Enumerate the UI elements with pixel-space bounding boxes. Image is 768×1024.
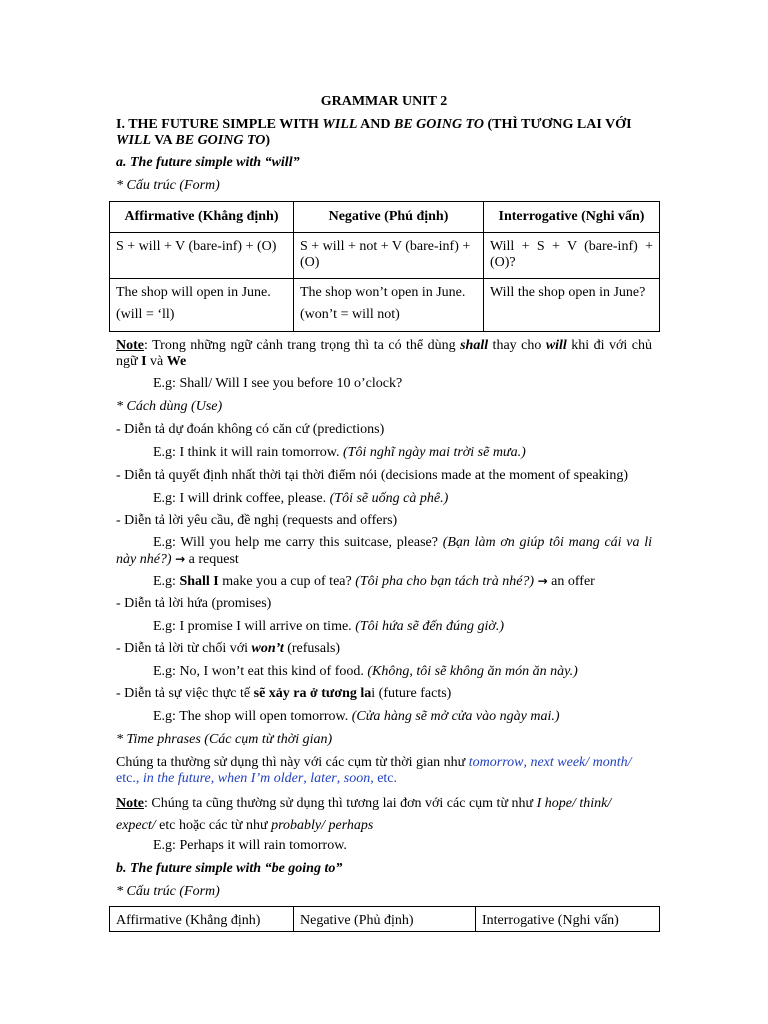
form-label: * Cấu trúc (Form) — [116, 178, 220, 193]
note-label: Note — [116, 796, 144, 811]
table-cell — [110, 279, 294, 332]
example-text: E.g: The shop will open tomorrow. — [153, 709, 352, 724]
note-text: : Chúng ta cũng thường sử dụng thì tương lai đơn với các cụm từ như — [144, 796, 537, 811]
form-table-be-going-to — [109, 906, 660, 932]
example-translation: (Không, tôi sẽ không ăn món ăn này.) — [367, 664, 578, 679]
note-label: Note — [116, 338, 144, 353]
table-cell: Will + S + V (bare-inf) + (O)? — [484, 233, 660, 279]
form-label-b: * Cấu trúc (Form) — [116, 884, 220, 899]
time-phrase: tomorrow — [468, 755, 524, 770]
table-header-negative: Negative (Phủ định) — [294, 907, 476, 932]
use-text: i (future facts) — [371, 686, 452, 701]
time-phrases-paragraph — [116, 755, 656, 787]
use-promises: - Diễn tả lời hứa (promises) — [116, 596, 272, 611]
example-label: an offer — [547, 574, 595, 589]
use-predictions: - Diễn tả dự đoán không có căn cứ (predictions) — [116, 422, 385, 437]
example-translation: (Cửa hàng sẽ mở cửa vào ngày mai.) — [351, 709, 560, 724]
use-text: won’t — [251, 641, 284, 656]
example-translation: (Tôi hứa sẽ đến đúng giờ.) — [355, 619, 505, 634]
use-text: - Diễn tả sự việc thực tế — [116, 686, 254, 701]
example-text: make you a cup of tea? — [218, 574, 356, 589]
example-sentence: The shop won’t open in June. — [300, 285, 466, 300]
example-text: E.g: I will drink coffee, please. — [153, 491, 330, 506]
note-text: shall — [460, 338, 489, 353]
section-heading-1 — [116, 117, 652, 149]
subsection-b-heading: b. The future simple with “be going to” — [116, 861, 343, 876]
table-header-affirmative: Affirmative (Khẳng định) — [110, 202, 294, 233]
use-text: - Diễn tả lời từ chối với — [116, 641, 252, 656]
example-label: a request — [185, 552, 239, 567]
heading-text: BE GOING TO — [393, 117, 484, 132]
heading-text: BE GOING TO — [175, 133, 266, 148]
paragraph-text: , — [336, 771, 344, 786]
use-decisions: - Diễn tả quyết định nhất thời tại thời điểm nói (decisions made at the moment of speaking) — [116, 468, 629, 483]
example-translation: (Tôi sẽ uống cà phê.) — [329, 491, 449, 506]
page-title: GRAMMAR UNIT 2 — [320, 94, 448, 109]
note-text: khi đi với chủ ngữ — [116, 338, 652, 369]
table-header-negative: Negative (Phú định) — [294, 202, 484, 233]
use-future-facts — [116, 686, 451, 702]
note-text: : Trong những ngữ cảnh trang trọng thì ta có thể dùng — [144, 338, 461, 353]
heading-text: VA — [151, 133, 176, 148]
note-text: expect/ — [116, 818, 156, 833]
note-hope-think — [116, 793, 656, 837]
use-text: (refusals) — [283, 641, 341, 656]
note-text: và — [146, 354, 167, 369]
form-table-will — [109, 201, 660, 332]
table-cell: S + will + V (bare-inf) + (O) — [110, 233, 294, 279]
heading-text: I. THE FUTURE SIMPLE WITH — [116, 117, 323, 132]
arrow-right-icon: → — [537, 574, 548, 588]
example-request — [116, 535, 652, 568]
table-cell: S + will + not + V (bare-inf) + (O) — [294, 233, 484, 279]
arrow-right-icon: → — [175, 552, 186, 566]
use-label: * Cách dùng (Use) — [116, 399, 223, 414]
example-refusals — [153, 664, 578, 680]
note-text: I — [141, 354, 147, 369]
table-header-interrogative: Interrogative (Nghi vấn) — [476, 907, 660, 932]
example-predictions — [153, 445, 526, 461]
paragraph-text: , — [303, 771, 311, 786]
time-phrases-label: * Time phrases (Các cụm từ thời gian) — [116, 732, 333, 747]
time-phrase: soon — [343, 771, 371, 786]
use-requests-offers: - Diễn tả lời yêu cầu, đề nghị (requests and offers) — [116, 513, 398, 528]
note-text: probably/ perhaps — [271, 818, 374, 833]
use-refusals — [116, 641, 340, 657]
heading-text: (THÌ TƯƠNG LAI VỚI — [483, 117, 632, 132]
example-offer — [153, 573, 595, 590]
time-phrase: when I’m older — [217, 771, 304, 786]
example-text: E.g: — [153, 574, 180, 589]
example-promises — [153, 619, 504, 635]
time-phrase: next week/ month/ — [530, 755, 632, 770]
example-sentence: Will the shop open in June? — [490, 285, 646, 300]
table-header-interrogative: Interrogative (Nghi vấn) — [484, 202, 660, 233]
heading-text: ) — [265, 133, 271, 148]
heading-text: AND — [357, 117, 394, 132]
table-cell — [294, 279, 484, 332]
note-shall — [116, 338, 652, 370]
time-phrase: etc. — [116, 771, 136, 786]
table-cell — [484, 279, 660, 332]
paragraph-text: , etc. — [370, 771, 398, 786]
time-phrase: later — [310, 771, 337, 786]
example-future-facts — [153, 709, 560, 725]
example-translation: (Tôi pha cho bạn tách trà nhé?) — [355, 574, 535, 589]
contraction-note: (will = ‘ll) — [116, 307, 175, 322]
heading-text: WILL — [116, 133, 151, 148]
example-text: E.g: Will you help me carry this suitcase, please? — [153, 535, 443, 550]
paragraph-text: , — [523, 755, 531, 770]
note-text: will — [545, 338, 567, 353]
paragraph-text: Chúng ta thường sử dụng thì này với các cụm từ thời gian như — [116, 755, 469, 770]
example-perhaps: E.g: Perhaps it will rain tomorrow. — [153, 838, 347, 853]
note-text: We — [166, 354, 187, 369]
example-text: Shall I — [179, 574, 219, 589]
paragraph-text: , — [210, 771, 218, 786]
example-text: E.g: I promise I will arrive on time. — [153, 619, 356, 634]
heading-text: WILL — [322, 117, 358, 132]
contraction-note: (won’t = will not) — [300, 307, 400, 322]
example-translation: (Tôi nghĩ ngày mai trời sẽ mưa.) — [343, 445, 526, 460]
example-shall: E.g: Shall/ Will I see you before 10 o’clock? — [153, 376, 403, 391]
paragraph-text: , — [135, 771, 143, 786]
use-text: sẽ xảy ra ở tương la — [253, 686, 372, 701]
example-text: E.g: I think it will rain tomorrow. — [153, 445, 344, 460]
time-phrase: in the future — [142, 771, 211, 786]
note-text: I hope/ think/ — [536, 796, 612, 811]
example-text: E.g: No, I won’t eat this kind of food. — [153, 664, 368, 679]
example-translation: (Bạn làm ơn giúp tôi mang cái va li này nhé?) — [116, 535, 652, 567]
note-text: thay cho — [488, 338, 546, 353]
note-text: etc hoặc các từ như — [155, 818, 272, 833]
table-header-affirmative: Affirmative (Khẳng định) — [110, 907, 294, 932]
example-sentence: The shop will open in June. — [116, 285, 271, 300]
subsection-a-heading: a. The future simple with “will” — [116, 155, 300, 170]
example-decisions — [153, 491, 448, 507]
